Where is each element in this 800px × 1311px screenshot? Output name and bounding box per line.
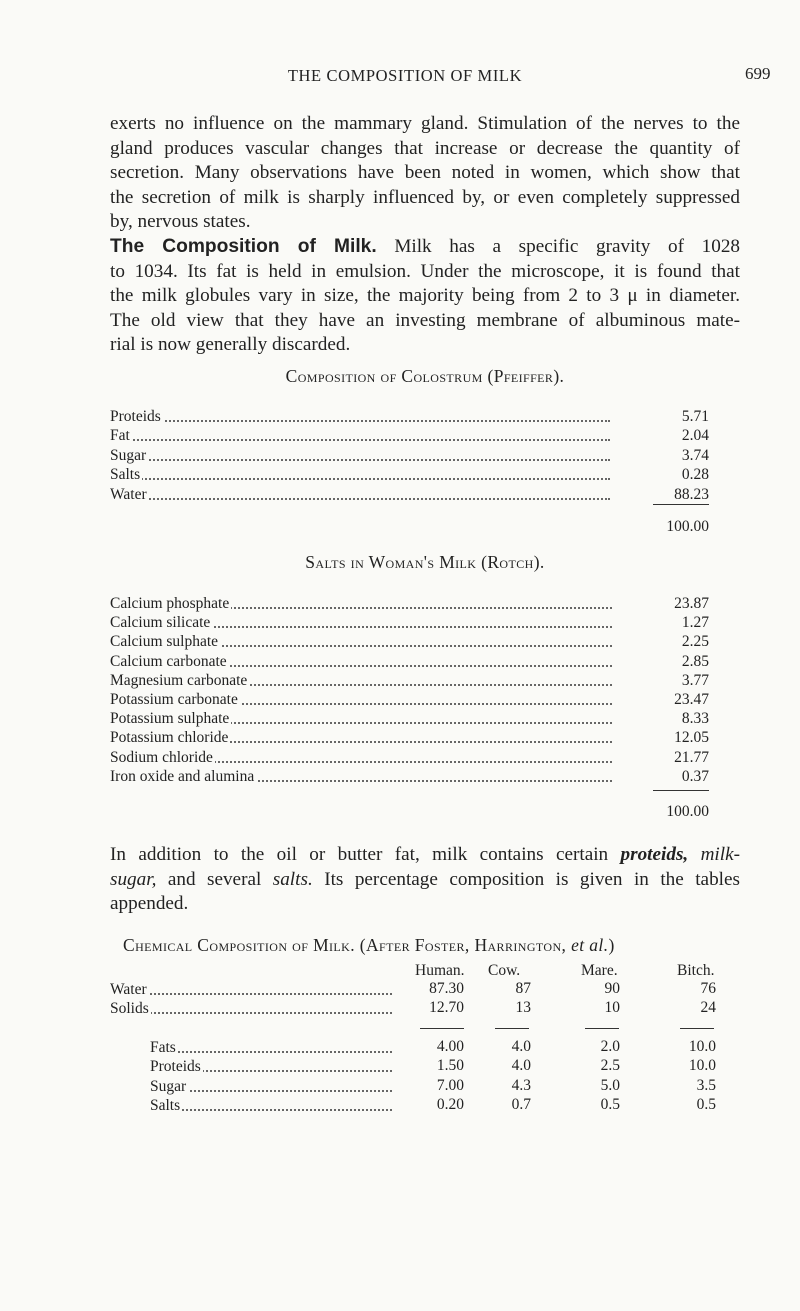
text-line: The old view that they have an investing membrane of albuminous mate- [110, 309, 740, 331]
page-number: 699 [745, 64, 771, 83]
chemical-row-label: Sugar [150, 1077, 187, 1095]
emphasis-proteids: proteids, [620, 844, 689, 865]
column-header-cow: Cow. [488, 962, 521, 979]
salts-row-value: 8.33 [681, 710, 709, 728]
chemical-row [110, 980, 392, 1000]
colostrum-row-label: Fat [110, 427, 130, 445]
dot-leader [110, 993, 392, 995]
heading-continuation: Milk has a specific gravity of 1028 [376, 236, 741, 257]
colostrum-row-label: Salts [110, 466, 141, 484]
salts-row [110, 613, 709, 633]
colostrum-total-rule [653, 504, 709, 505]
chemical-row-label: Solids [110, 1000, 149, 1017]
text-line: rial is now generally discarded. [110, 334, 351, 356]
salts-row [110, 652, 709, 672]
salts-row [110, 748, 709, 768]
colostrum-row [110, 446, 709, 466]
salts-row [110, 690, 709, 710]
chemical-row [150, 1077, 392, 1097]
text-line: by, nervous states. [110, 211, 251, 233]
chemical-cell-mare: 5.0 [600, 1076, 620, 1094]
chemical-cell-mare: 90 [604, 980, 620, 997]
salts-row-value: 1.27 [681, 614, 709, 632]
salts-total-rule [653, 790, 709, 791]
text-segment: and several [156, 868, 273, 890]
chemical-cell-cow: 4.0 [511, 1057, 531, 1075]
chemical-cell-human: 4.00 [436, 1038, 464, 1055]
colostrum-row-value: 0.28 [681, 466, 709, 484]
chemical-cell-human: 87.30 [429, 980, 464, 997]
colostrum-row [110, 465, 709, 485]
colostrum-row-label: Water [110, 485, 147, 503]
chemical-cell-bitch: 3.5 [696, 1076, 716, 1094]
paragraph-additions [110, 843, 740, 917]
column-header-human: Human. [415, 962, 465, 979]
caption-text: Chemical Composition of Milk. (After Foster, Harrington, [123, 935, 572, 955]
chemical-cell-bitch: 76 [700, 980, 716, 997]
paragraph-intro [110, 112, 740, 235]
text-line [110, 235, 740, 260]
paragraph-composition [110, 235, 740, 358]
chemical-row [110, 999, 392, 1019]
salts-row-value: 3.77 [681, 671, 709, 689]
salts-row-value: 2.25 [681, 633, 709, 651]
dot-leader [110, 459, 610, 461]
salts-row-label: Potassium sulphate [110, 710, 230, 728]
text-line: secretion. Many observations have been noted in women, which show that [110, 162, 740, 184]
emphasis-milk: milk- [688, 844, 740, 865]
chemical-table-caption [123, 935, 753, 956]
text-line [110, 868, 740, 893]
chemical-cell-bitch: 10.0 [688, 1057, 716, 1075]
salts-row-value: 23.47 [674, 691, 709, 708]
chemical-cell-mare: 0.5 [600, 1095, 620, 1113]
chemical-cell-bitch: 0.5 [696, 1095, 716, 1113]
chemical-cell-human: 1.50 [436, 1057, 464, 1075]
chemical-cell-cow: 4.0 [511, 1038, 531, 1055]
salts-row-label: Calcium silicate [110, 614, 211, 632]
text-line: the secretion of milk is sharply influenced by, or even completely suppressed [110, 186, 740, 208]
colostrum-row-value: 88.23 [674, 485, 709, 503]
chemical-row-label: Water [110, 981, 147, 998]
salts-row-label: Sodium chloride [110, 748, 213, 766]
salts-row-label: Calcium sulphate [110, 633, 219, 651]
text-line: the milk globules vary in size, the majority being from 2 to 3 μ in diameter. [110, 285, 740, 307]
salts-row-label: Potassium chloride [110, 729, 229, 747]
salts-row-label: Calcium carbonate [110, 652, 227, 670]
salts-total: 100.00 [666, 803, 709, 820]
chemical-row [150, 1096, 392, 1116]
chemical-cell-human: 7.00 [436, 1076, 464, 1094]
section-heading: The Composition of Milk. [110, 236, 377, 257]
chemical-cell-cow: 87 [515, 980, 531, 997]
colostrum-row-value: 3.74 [681, 446, 709, 464]
chemical-cell-mare: 10 [604, 999, 620, 1016]
salts-row-value: 2.85 [681, 652, 709, 670]
colostrum-row-value: 5.71 [681, 408, 709, 425]
salts-row-value: 21.77 [674, 748, 709, 766]
dot-leader [110, 1012, 392, 1014]
text-segment: Its percentage composition is given in the tables [312, 868, 740, 890]
dot-leader [150, 1109, 392, 1111]
caption-et-al: et al. [571, 935, 609, 955]
text-line: appended. [110, 893, 189, 915]
chemical-cell-mare: 2.0 [600, 1038, 620, 1055]
caption-text: ) [608, 935, 615, 955]
chemical-cell-cow: 0.7 [511, 1095, 531, 1113]
column-header-mare: Mare. [581, 962, 618, 979]
salts-row-label: Magnesium carbonate [110, 671, 248, 689]
salts-row-label: Calcium phosphate [110, 595, 230, 612]
chemical-row-label: Proteids [150, 1058, 201, 1076]
salts-row [110, 709, 709, 729]
colostrum-row-label: Sugar [110, 446, 147, 464]
text-segment: In addition to the oil or butter fat, milk contains certain [110, 844, 621, 865]
text-line: exerts no influence on the mammary gland. Stimulation of the nerves to the [110, 113, 740, 134]
mare-column-rule [585, 1028, 619, 1029]
emphasis-salts: salts. [272, 868, 313, 890]
dot-leader [150, 1051, 392, 1053]
dot-leader [110, 439, 610, 441]
chemical-row-label: Salts [150, 1096, 181, 1114]
salts-row [110, 767, 709, 787]
running-title: THE COMPOSITION OF MILK [287, 66, 523, 85]
colostrum-total: 100.00 [666, 518, 709, 535]
salts-row [110, 728, 709, 748]
column-header-bitch: Bitch. [677, 962, 715, 979]
salts-row [110, 671, 709, 691]
text-line: to 1034. Its fat is held in emulsion. Under the microscope, it is found that [110, 260, 740, 282]
cow-column-rule [495, 1028, 529, 1029]
colostrum-row [110, 426, 709, 446]
chemical-row [150, 1038, 392, 1058]
text-line: gland produces vascular changes that increase or decrease the quantity of [110, 137, 740, 159]
chemical-cell-human: 12.70 [429, 999, 464, 1016]
emphasis-sugar: sugar, [110, 868, 157, 890]
chemical-cell-cow: 13 [515, 999, 531, 1016]
chemical-cell-cow: 4.3 [511, 1076, 531, 1094]
dot-leader [110, 498, 610, 500]
chemical-cell-bitch: 10.0 [688, 1038, 716, 1055]
salts-table-caption: Salts in Woman's Milk (Rotch). [305, 552, 545, 572]
salts-row-value: 12.05 [674, 729, 709, 747]
salts-row [110, 632, 709, 652]
colostrum-row-label: Proteids [110, 408, 161, 425]
human-column-rule [420, 1028, 464, 1029]
salts-row-label: Iron oxide and alumina [110, 767, 255, 785]
salts-row-value: 0.37 [681, 767, 709, 785]
text-line [110, 843, 740, 868]
chemical-cell-mare: 2.5 [600, 1057, 620, 1075]
colostrum-row [110, 485, 709, 505]
salts-row [110, 594, 709, 614]
salts-row-value: 23.87 [674, 595, 709, 612]
dot-leader [110, 420, 610, 422]
chemical-cell-bitch: 24 [700, 999, 716, 1016]
colostrum-table-caption: Composition of Colostrum (Pfeiffer). [285, 366, 565, 386]
salts-row-label: Potassium carbonate [110, 691, 238, 708]
dot-leader [110, 478, 610, 480]
chemical-cell-human: 0.20 [436, 1095, 464, 1113]
bitch-column-rule [680, 1028, 714, 1029]
colostrum-row-value: 2.04 [681, 427, 709, 445]
chemical-row [150, 1057, 392, 1077]
chemical-row-label: Fats [150, 1039, 176, 1056]
colostrum-row [110, 407, 709, 427]
